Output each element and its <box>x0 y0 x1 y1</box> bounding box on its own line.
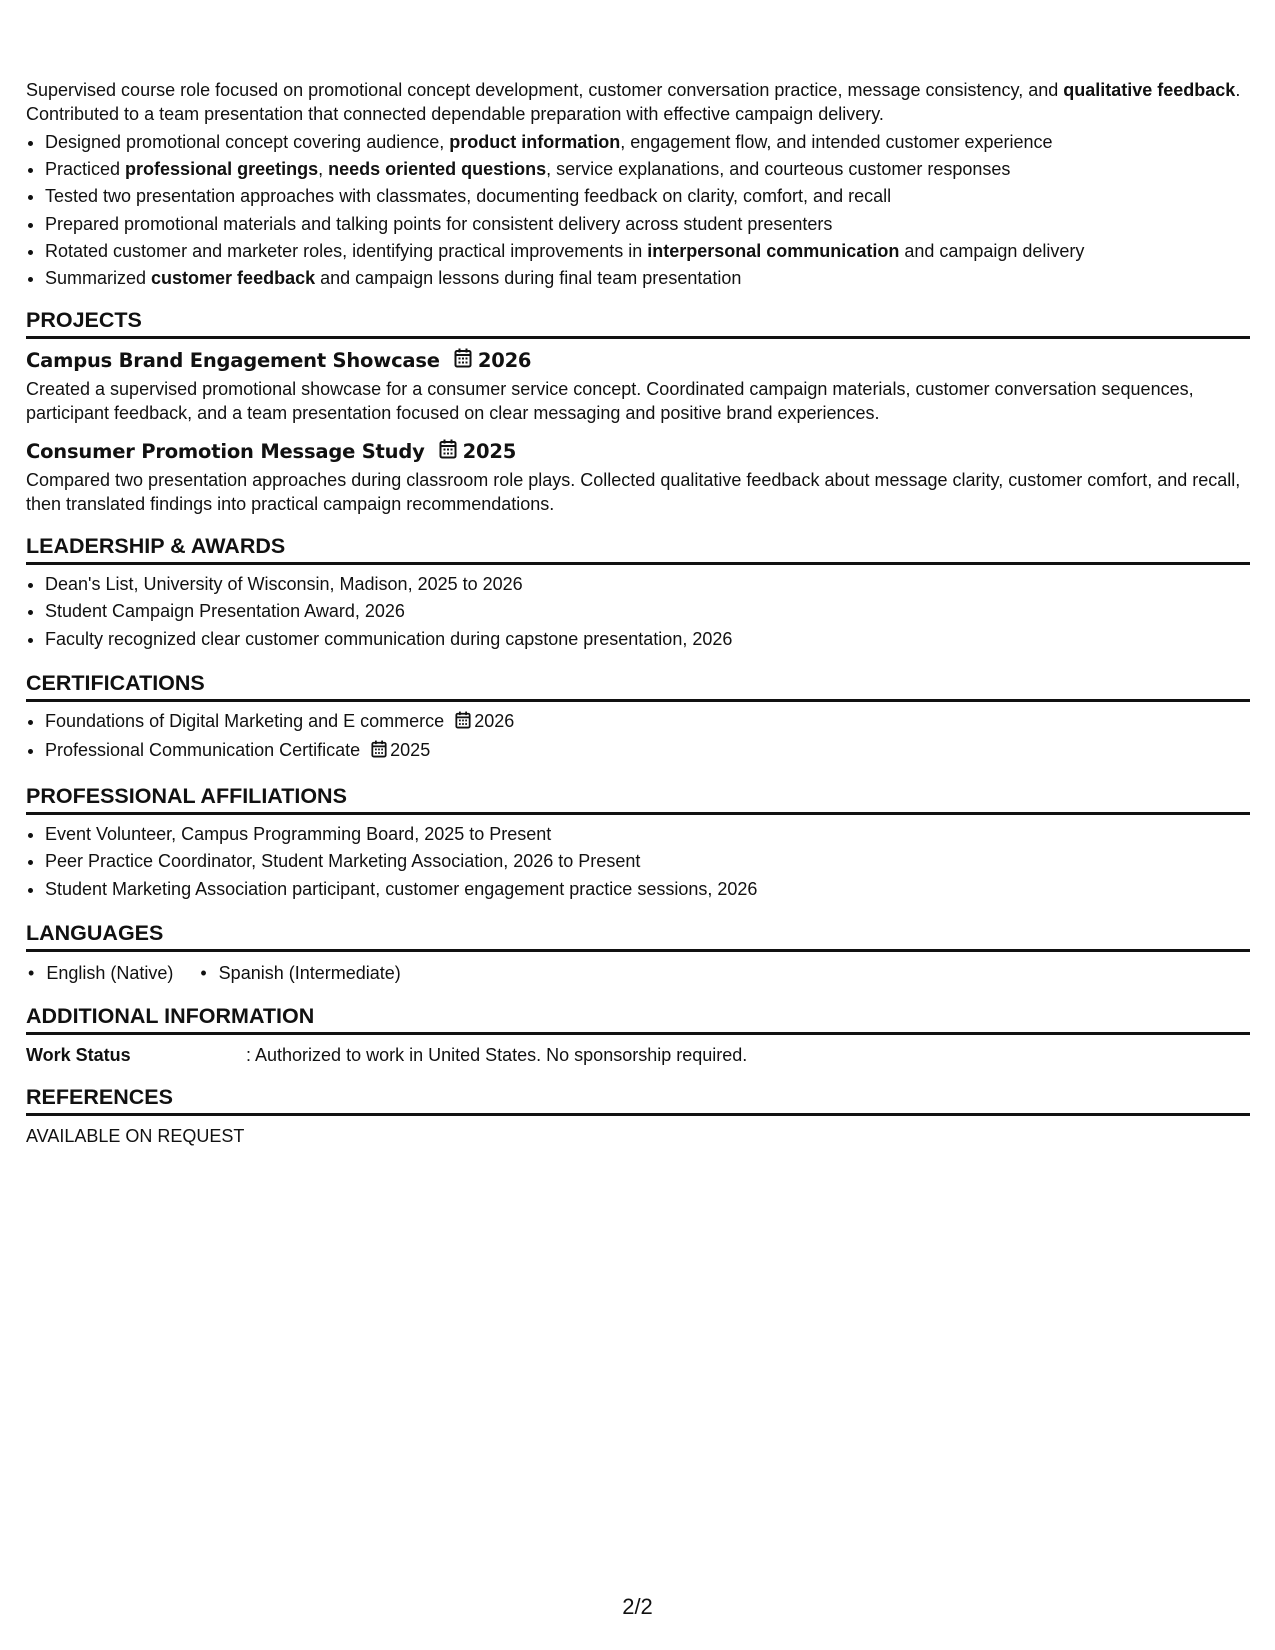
bullet-text: and campaign delivery <box>899 240 1085 261</box>
list-item: • Peer Practice Coordinator, Student Marketing Association, 2026 to Present <box>45 848 1250 875</box>
references-section <box>26 1085 1250 1148</box>
project-heading <box>26 439 1250 464</box>
bullet-text: Tested two presentation approaches with classmates, documenting feedback on clarity, comfort, and recall <box>45 186 892 207</box>
project-name: Campus Brand Engagement Showcase <box>26 349 440 373</box>
languages-list <box>26 960 1250 986</box>
experience-bullets <box>26 129 1250 292</box>
bullet-text: , engagement flow, and intended customer experience <box>620 132 1053 152</box>
work-status-row <box>26 1043 1250 1067</box>
project-year: 2026 <box>477 349 532 373</box>
list-item <box>45 238 1250 265</box>
list-item: • Faculty recognized clear customer communication during capstone presentation, 2026 <box>45 626 1250 653</box>
certifications-list <box>26 708 1250 766</box>
list-item <box>45 183 1250 210</box>
list-item: • Dean's List, University of Wisconsin, Madison, 2025 to 2026 <box>45 571 1250 598</box>
section-title-references: REFERENCES <box>26 1085 1250 1116</box>
summary-text: Supervised course role focused on promotional concept development, customer conversation practice, message consistency, and <box>26 80 1064 100</box>
project-description: Compared two presentation approaches during classroom role plays. Collected qualitative feedback about message clarity, customer comfort, and recall, then translated findings into practical campaign recommendations. <box>26 470 1241 515</box>
section-title-languages: LANGUAGES <box>26 921 1250 952</box>
section-title-affiliations: PROFESSIONAL AFFILIATIONS <box>26 784 1250 815</box>
page-number: 2/2 <box>622 1594 653 1619</box>
experience-summary <box>26 78 1250 126</box>
projects-section <box>26 308 1250 516</box>
section-title-leadership: LEADERSHIP & AWARDS <box>26 534 1250 565</box>
summary-text: . Contributed to a team presentation that connected dependable preparation with effective campaign delivery. <box>26 80 1241 124</box>
bullet-text: Prepared promotional materials and talking points for consistent delivery across student presenters <box>45 213 833 234</box>
certification-year: 2026 <box>474 710 515 731</box>
project-description: Created a supervised promotional showcase for a consumer service concept. Coordinated campaign materials, customer conversation sequences, participant feedback, and a team presentation focused on clear messaging and positive brand experiences. <box>26 379 1194 424</box>
bullet-highlight: product information <box>449 132 621 152</box>
bullet-text: , service explanations, and courteous customer responses <box>546 159 1011 180</box>
calendar-icon <box>455 710 471 737</box>
work-status-label: Work Status <box>26 1044 131 1065</box>
language-item: • English (Native) <box>26 960 173 986</box>
references-text: AVAILABLE ON REQUEST <box>26 1125 245 1146</box>
bullet-text: , <box>318 159 329 180</box>
bullet-text: and campaign lessons during final team presentation <box>315 268 742 289</box>
bullet-highlight: needs oriented questions <box>328 159 547 180</box>
list-item <box>45 211 1250 238</box>
certification-name: Foundations of Digital Marketing and E commerce <box>45 710 445 731</box>
list-item: • Student Campaign Presentation Award, 2026 <box>45 598 1250 625</box>
certifications-section <box>26 671 1250 766</box>
list-item <box>45 156 1250 183</box>
summary-highlight: qualitative feedback <box>1063 80 1236 100</box>
bullet-text: Practiced <box>45 159 126 180</box>
languages-section <box>26 921 1250 986</box>
bullet-text: Rotated customer and marketer roles, identifying practical improvements in <box>45 240 648 261</box>
bullet-text: Summarized <box>45 268 152 289</box>
leadership-section <box>26 534 1250 653</box>
affiliations-list <box>26 821 1250 903</box>
project-heading <box>26 348 1250 373</box>
resume-page <box>26 78 1250 1148</box>
additional-info-section <box>26 1004 1250 1067</box>
certification-name: Professional Communication Certificate <box>45 740 361 761</box>
leadership-list <box>26 571 1250 653</box>
calendar-icon <box>439 439 457 464</box>
work-status-value: : Authorized to work in United States. No sponsorship required. <box>246 1044 748 1065</box>
list-item <box>45 129 1250 156</box>
section-title-certifications: CERTIFICATIONS <box>26 671 1250 702</box>
affiliations-section <box>26 784 1250 903</box>
calendar-icon <box>454 348 472 373</box>
certification-date <box>371 740 430 760</box>
language-item: • Spanish (Intermediate) <box>198 960 400 986</box>
list-item <box>45 737 1250 766</box>
list-item: • Student Marketing Association participant, customer engagement practice sessions, 2026 <box>45 876 1250 903</box>
section-title-projects: PROJECTS <box>26 308 1250 339</box>
bullet-highlight: interpersonal communication <box>647 240 900 261</box>
section-title-additional-info: ADDITIONAL INFORMATION <box>26 1004 1250 1035</box>
certification-date <box>455 711 514 731</box>
bullet-highlight: professional greetings <box>125 159 319 180</box>
certification-year: 2025 <box>390 740 431 761</box>
project-name: Consumer Promotion Message Study <box>26 440 425 464</box>
bullet-highlight: customer feedback <box>151 268 316 289</box>
project-year: 2025 <box>462 440 517 464</box>
list-item <box>45 265 1250 292</box>
calendar-icon <box>371 739 387 766</box>
bullet-text: Designed promotional concept covering audience, <box>45 132 450 152</box>
list-item: • Event Volunteer, Campus Programming Board, 2025 to Present <box>45 821 1250 848</box>
list-item <box>45 708 1250 737</box>
